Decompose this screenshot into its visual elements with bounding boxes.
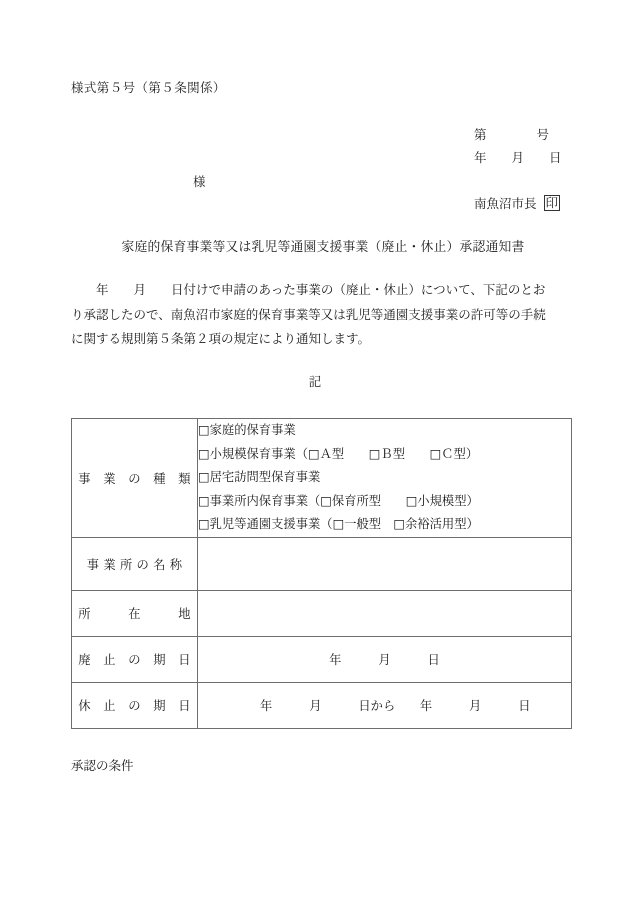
table-row: [72, 590, 572, 636]
detail-table: [71, 418, 572, 729]
abolition-date-field[interactable]: 年 月 日: [198, 636, 572, 682]
body-line: り承認したので、南魚沼市家庭的保育事業等又は乳児等通園支援事業の許可等の手続: [71, 306, 546, 322]
checkbox-option-small-scale[interactable]: □小規模保育事業（□Ａ型 □Ｂ型 □Ｃ型）: [198, 446, 479, 461]
body-line: 年 月 日付けで申請のあった事業の（廃止・休止）について、下記のとお: [71, 282, 546, 297]
row-label-facility-name: 事 業 所 の 名 称: [72, 537, 198, 590]
checkbox-option-infant-commute[interactable]: □乳児等通園支援事業（□一般型 □余裕活用型）: [198, 517, 479, 531]
row-label-abolition-date: 廃 止 の 期 日: [72, 636, 198, 682]
form-number-label: 様式第５号（第５条関係）: [71, 80, 226, 95]
document-date-line: 年 月 日: [474, 150, 562, 165]
document-number-line: 第 号: [474, 127, 550, 142]
body-paragraph: [71, 278, 571, 352]
checkbox-option-home-care[interactable]: □家庭的保育事業: [198, 423, 296, 437]
table-row: [72, 419, 572, 538]
checkbox-option-home-visit[interactable]: □居宅訪問型保育事業: [198, 470, 321, 484]
seal-stamp-box: 印: [545, 195, 559, 210]
checkbox-option-workplace[interactable]: □事業所内保育事業（□保育所型 □小規模型）: [198, 493, 479, 508]
row-label-location: 所 在 地: [72, 590, 198, 636]
addressee-suffix: 様: [193, 174, 206, 189]
row-label-suspension-period: 休 止 の 期 日: [72, 682, 198, 728]
issuer-name: 南魚沼市長: [474, 196, 537, 211]
body-line: に関する規則第５条第２項の規定により通知します。: [71, 331, 371, 346]
table-row: [72, 636, 572, 682]
table-row: [72, 682, 572, 728]
business-type-options: [198, 419, 572, 538]
row-label-business-type: 事 業 の 種 類: [72, 419, 198, 538]
ki-marker: 記: [308, 374, 322, 389]
page-title: 家庭的保育事業等又は乳児等通園支援事業（廃止・休止）承認通知書: [121, 240, 525, 255]
approval-conditions-label: 承認の条件: [71, 758, 134, 773]
facility-name-field[interactable]: [198, 537, 572, 590]
issuer-block: [474, 194, 560, 212]
table-row: [72, 537, 572, 590]
location-field[interactable]: [198, 590, 572, 636]
suspension-period-field[interactable]: 年 月 日から 年 月 日: [198, 682, 572, 728]
